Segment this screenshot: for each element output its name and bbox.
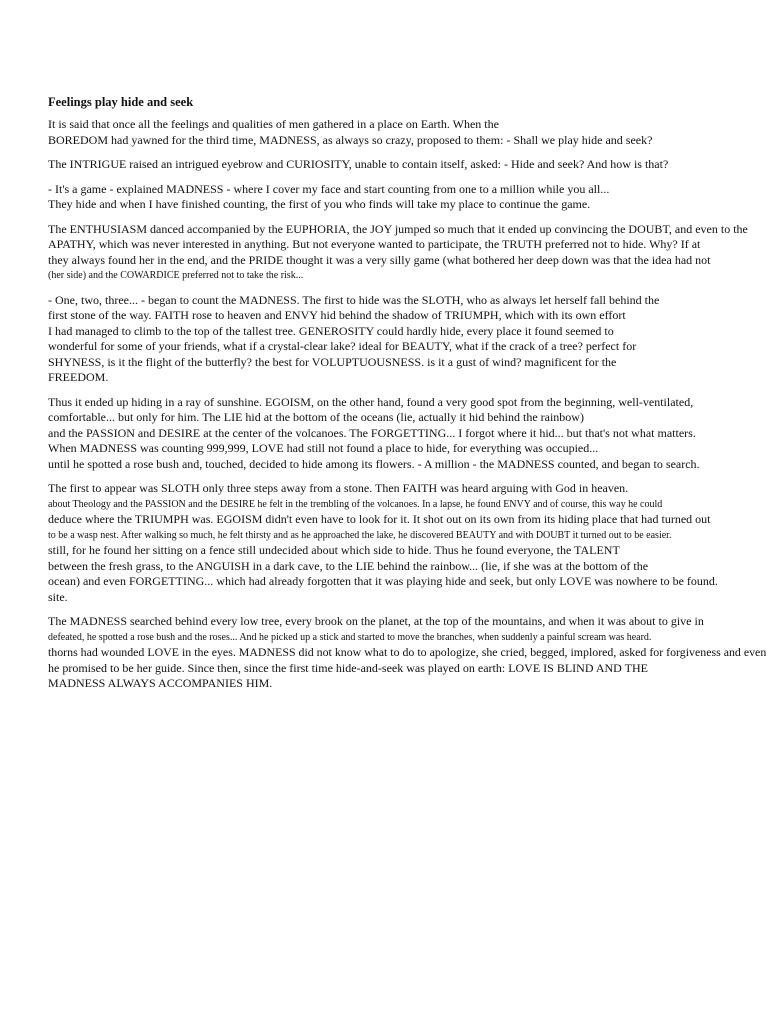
text-line: Thus it ended up hiding in a ray of sunshine. EGOISM, on the other hand, found a very good spot from the beginning, well-ventilated, [48,394,694,409]
text-line: comfortable... but only for him. The LIE hid at the bottom of the oceans (lie, actually it hid behind the rainbow) [48,410,584,424]
paragraph [48,395,768,473]
text-line: The MADNESS searched behind every low tree, every brook on the planet, at the top of the mountains, and when it was about to give in [48,614,704,628]
paragraph [48,481,768,605]
text-line: between the fresh grass, to the ANGUISH in a dark cave, to the LIE behind the rainbow... (lie, if she was at the bottom of the [48,558,649,573]
text-line: The first to appear was SLOTH only three steps away from a stone. Then FAITH was heard arguing with God in heaven. [48,481,629,495]
paragraph [48,293,768,386]
paragraph [48,222,768,284]
text-line: - It's a game - explained MADNESS - where I cover my face and start counting from one to a million while you all... [48,181,610,196]
document-body [48,117,768,692]
text-line: The ENTHUSIASM danced accompanied by the EUPHORIA, the JOY jumped so much that it ended up convincing the DOUBT, and even to the [48,221,748,236]
text-line: thorns had wounded LOVE in the eyes. MADNESS did not know what to do to apologize, she cried, begged, implored, asked for forgiveness and even [48,645,767,659]
text-line: he promised to be her guide. Since then, since the first time hide-and-seek was played on earth: LOVE IS BLIND AND THE [48,660,648,675]
paragraph [48,157,768,173]
paragraph [48,117,768,148]
text-line: I had managed to climb to the top of the tallest tree. GENEROSITY could hardly hide, every place it found seemed to [48,323,614,338]
text-line: until he spotted a rose bush and, touched, decided to hide among its flowers. - A million - the MADNESS counted, and began to search. [48,456,700,471]
text-line: first stone of the way. FAITH rose to heaven and ENVY hid behind the shadow of TRIUMPH, which with its own effort [48,308,626,322]
text-line: MADNESS ALWAYS ACCOMPANIES HIM. [48,676,273,690]
text-line: FREEDOM. [48,370,109,384]
text-line: ocean) and even FORGETTING... which had already forgotten that it was playing hide and seek, but only LOVE was nowhere to be found. [48,574,718,588]
document-page [48,94,768,701]
text-line: and the PASSION and DESIRE at the center of the volcanoes. The FORGETTING... I forgot where it hid... but that's not what matters. [48,425,696,440]
text-line: - One, two, three... - began to count the MADNESS. The first to hide was the SLOTH, who as always let herself fall behind the [48,292,660,307]
text-line: still, for he found her sitting on a fence still undecided about which side to hide. Thus he found everyone, the TALENT [48,543,620,557]
text-line: defeated, he spotted a rose bush and the roses... And he picked up a stick and started to move the branches, when suddenly a painful scream was heard. [48,631,652,643]
paragraph [48,614,768,692]
text-line: they always found her in the end, and the PRIDE thought it was a very silly game (what bothered her deep down was that the idea had not [48,252,711,267]
document-title: Feelings play hide and seek [48,95,194,109]
paragraph [48,182,768,213]
text-line: site. [48,589,68,604]
text-line: about Theology and the PASSION and the DESIRE he felt in the trembling of the volcanoes. In a lapse, he found ENVY and of course, this way he could [48,498,663,510]
text-line: They hide and when I have finished counting, the first of you who finds will take my place to continue the game. [48,197,591,211]
text-line: wonderful for some of your friends, what if a crystal-clear lake? ideal for BEAUTY, what if the crack of a tree? perfect for [48,339,637,353]
text-line: The INTRIGUE raised an intrigued eyebrow and CURIOSITY, unable to contain itself, asked: - Hide and seek? And how is that? [48,157,669,171]
text-line: (her side) and the COWARDICE preferred not to take the risk... [48,270,304,281]
text-line: APATHY, which was never interested in anything. But not everyone wanted to participate, the TRUTH preferred not to hide. Why? If at [48,237,701,251]
text-line: BOREDOM had yawned for the third time, MADNESS, as always so crazy, proposed to them: - Shall we play hide and seek? [48,132,653,147]
text-line: deduce where the TRIUMPH was. EGOISM didn't even have to look for it. It shot out on its own from its hiding place that had turned out [48,512,711,526]
text-line: SHYNESS, is it the flight of the butterfly? the best for VOLUPTUOUSNESS. is it a gust of wind? magnificent for the [48,354,617,369]
text-line: It is said that once all the feelings and qualities of men gathered in a place on Earth. When the [48,117,499,131]
text-line: When MADNESS was counting 999,999, LOVE had still not found a place to hide, for everything was occupied... [48,441,599,455]
text-line: to be a wasp nest. After walking so much, he felt thirsty and as he approached the lake, he discovered BEAUTY and with DOUBT it turned out to be easier. [48,529,672,541]
